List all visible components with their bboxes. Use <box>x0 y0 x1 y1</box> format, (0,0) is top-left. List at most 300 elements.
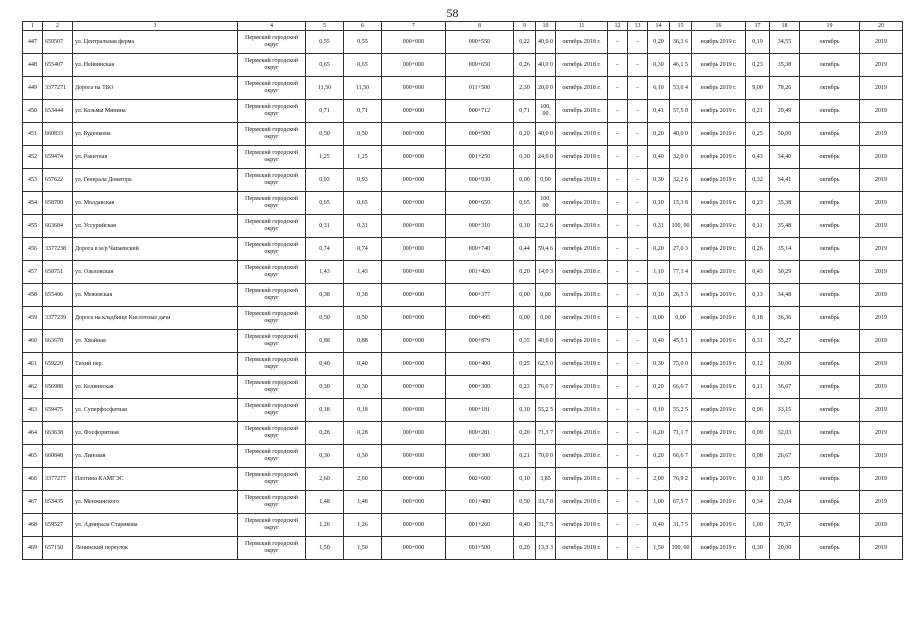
table-row <box>23 422 903 445</box>
table-cell: ноябрь 2019 г. <box>692 192 746 215</box>
table-cell: 1,43 <box>306 261 344 284</box>
table-cell: 0,20 <box>514 422 536 445</box>
table-cell: 001+426 <box>446 261 514 284</box>
table-cell: – <box>608 468 628 491</box>
table-cell: 000+000 <box>382 77 446 100</box>
table-cell: ноябрь 2019 г. <box>692 284 746 307</box>
table-cell: 35,48 <box>770 215 800 238</box>
table-cell: 31,7 5 <box>670 514 692 537</box>
table-cell: 000+400 <box>446 353 514 376</box>
table-cell: 0,31 <box>648 215 670 238</box>
table-cell: – <box>608 537 628 560</box>
table-cell: 2019 <box>860 77 903 100</box>
table-cell: 36,3 6 <box>670 31 692 54</box>
table-cell: 000+000 <box>382 537 446 560</box>
table-cell: – <box>608 307 628 330</box>
table-cell: ул. Липовая <box>73 445 238 468</box>
table-cell: 40,0 0 <box>536 54 556 77</box>
table-cell: 456 <box>23 238 43 261</box>
table-cell: ноябрь 2019 г. <box>692 215 746 238</box>
table-cell: 0,20 <box>514 537 536 560</box>
table-cell: ноябрь 2019 г. <box>692 422 746 445</box>
table-cell: Пермский городской округ <box>238 284 306 307</box>
column-header: 14 <box>648 22 670 31</box>
table-cell: 1,48 <box>344 491 382 514</box>
table-cell: ноябрь 2019 г. <box>692 238 746 261</box>
table-body <box>23 31 903 560</box>
table-row <box>23 100 903 123</box>
table-cell: 1,50 <box>344 537 382 560</box>
table-cell: 653444 <box>43 100 73 123</box>
table-cell: 53,0 4 <box>670 77 692 100</box>
table-cell: 459 <box>23 307 43 330</box>
table-cell: 0,30 <box>746 537 770 560</box>
table-cell: 2019 <box>860 399 903 422</box>
table-cell: 000+500 <box>446 123 514 146</box>
table-cell: октябрь <box>800 146 860 169</box>
table-cell: 000+000 <box>382 514 446 537</box>
table-row <box>23 261 903 284</box>
table-cell: 0,08 <box>746 445 770 468</box>
table-cell: 0,25 <box>514 353 536 376</box>
table-cell: 000+310 <box>446 215 514 238</box>
table-cell: 2019 <box>860 261 903 284</box>
table-cell: 0,20 <box>648 445 670 468</box>
table-cell: ноябрь 2019 г. <box>692 261 746 284</box>
table-cell: – <box>628 399 648 422</box>
column-header: 8 <box>446 22 514 31</box>
table-cell: октябрь 2018 г. <box>556 54 608 77</box>
table-cell: октябрь 2018 г. <box>556 77 608 100</box>
table-cell: – <box>628 307 648 330</box>
table-cell: октябрь 2018 г. <box>556 192 608 215</box>
table-cell: 458 <box>23 284 43 307</box>
table-cell: 001+480 <box>446 491 514 514</box>
table-cell: 0,65 <box>306 192 344 215</box>
table-cell: ул. Буденкома <box>73 123 238 146</box>
table-cell: Пермский городской округ <box>238 238 306 261</box>
table-cell: 000+879 <box>446 330 514 353</box>
table-cell: Пермский городской округ <box>238 468 306 491</box>
table-cell: октябрь 2018 г. <box>556 238 608 261</box>
table-cell: 32,03 <box>770 422 800 445</box>
table-cell: 0,40 <box>648 514 670 537</box>
table-cell: 659220 <box>43 353 73 376</box>
table-cell: 0,88 <box>306 330 344 353</box>
table-cell: Плотина КАМГЭС <box>73 468 238 491</box>
table-cell: 0,20 <box>648 238 670 261</box>
table-cell: – <box>608 192 628 215</box>
table-cell: октябрь <box>800 215 860 238</box>
column-header: 10 <box>536 22 556 31</box>
table-cell: ул. Центральная ферма <box>73 31 238 54</box>
table-cell: – <box>628 31 648 54</box>
table-cell: октябрь <box>800 77 860 100</box>
table-cell: ноябрь 2019 г. <box>692 330 746 353</box>
table-cell: октябрь <box>800 169 860 192</box>
table-cell: Пермский городской округ <box>238 146 306 169</box>
table-cell: 000+300 <box>446 376 514 399</box>
table-cell: 469 <box>23 537 43 560</box>
table-cell: 0,30 <box>344 445 382 468</box>
column-header: 7 <box>382 22 446 31</box>
column-header: 3 <box>73 22 238 31</box>
table-cell: октябрь 2018 г. <box>556 215 608 238</box>
table-cell: 0,00 <box>670 307 692 330</box>
table-cell: ноябрь 2019 г. <box>692 54 746 77</box>
column-header: 17 <box>746 22 770 31</box>
table-cell: 0,38 <box>306 284 344 307</box>
table-cell: ул. Фосфоритная <box>73 422 238 445</box>
table-cell: 0,19 <box>746 31 770 54</box>
table-row <box>23 445 903 468</box>
table-cell: Пермский городской округ <box>238 77 306 100</box>
table-cell: 0,10 <box>648 284 670 307</box>
table-cell: 2019 <box>860 100 903 123</box>
table-cell: 000+000 <box>382 491 446 514</box>
table-row <box>23 77 903 100</box>
table-cell: 0,71 <box>306 100 344 123</box>
table-cell: – <box>608 330 628 353</box>
table-cell: – <box>608 77 628 100</box>
table-cell: 466 <box>23 468 43 491</box>
table-cell: Пермский городской округ <box>238 307 306 330</box>
table-cell: – <box>628 468 648 491</box>
table-cell: октябрь 2018 г. <box>556 31 608 54</box>
table-cell: 460 <box>23 330 43 353</box>
table-row <box>23 330 903 353</box>
table-cell: 0,06 <box>746 399 770 422</box>
table-cell: ул. Генерала Доватора <box>73 169 238 192</box>
table-cell: 34,55 <box>770 31 800 54</box>
table-cell: Пермский городской округ <box>238 54 306 77</box>
table-cell: 0,00 <box>536 307 556 330</box>
table-cell: 59,4 6 <box>536 238 556 261</box>
table-cell: 32,2 6 <box>536 215 556 238</box>
table-cell: 0,50 <box>514 491 536 514</box>
table-cell: ул. Молдавская <box>73 192 238 215</box>
table-cell: 001+500 <box>446 537 514 560</box>
table-cell: ноябрь 2019 г. <box>692 353 746 376</box>
table-cell: 653435 <box>43 491 73 514</box>
table-cell: 655407 <box>43 54 73 77</box>
table-cell: 3377271 <box>43 77 73 100</box>
table-cell: 1,26 <box>306 514 344 537</box>
table-cell: 467 <box>23 491 43 514</box>
table-cell: ноябрь 2019 г. <box>692 445 746 468</box>
table-cell: октябрь <box>800 537 860 560</box>
table-cell: 0,21 <box>514 445 536 468</box>
table-cell: ноябрь 2019 г. <box>692 307 746 330</box>
table-cell: – <box>608 445 628 468</box>
table-cell: – <box>608 422 628 445</box>
table-cell: ул. Менжинского <box>73 491 238 514</box>
table-cell: 000+000 <box>382 31 446 54</box>
table-cell: октябрь 2018 г. <box>556 261 608 284</box>
table-cell: 000+000 <box>382 261 446 284</box>
column-header: 19 <box>800 22 860 31</box>
table-row <box>23 54 903 77</box>
table-cell: 2019 <box>860 123 903 146</box>
table-cell: ноябрь 2019 г. <box>692 123 746 146</box>
table-cell: 40,0 0 <box>670 123 692 146</box>
table-cell: 0,30 <box>306 445 344 468</box>
table-cell: Пермский городской округ <box>238 100 306 123</box>
table-cell: 0,93 <box>344 169 382 192</box>
table-cell: 0,00 <box>648 307 670 330</box>
table-cell: 6,10 <box>648 77 670 100</box>
table-cell: – <box>608 491 628 514</box>
table-cell: 454 <box>23 192 43 215</box>
table-cell: Пермский городской округ <box>238 376 306 399</box>
table-cell: 0,10 <box>514 399 536 422</box>
table-cell: – <box>628 537 648 560</box>
table-cell: 0,65 <box>306 54 344 77</box>
table-cell: 2,00 <box>648 468 670 491</box>
table-cell: октябрь <box>800 330 860 353</box>
table-cell: 35,27 <box>770 330 800 353</box>
table-cell: 32,2 6 <box>670 169 692 192</box>
table-cell: Пермский городской округ <box>238 491 306 514</box>
table-cell: 100, 00 <box>670 215 692 238</box>
table-cell: 0,71 <box>344 100 382 123</box>
table-cell: 468 <box>23 514 43 537</box>
table-cell: октябрь 2018 г. <box>556 445 608 468</box>
table-cell: 23,04 <box>770 491 800 514</box>
table-cell: 2019 <box>860 215 903 238</box>
table-cell: 14,0 3 <box>536 261 556 284</box>
table-cell: 000+000 <box>382 307 446 330</box>
table-cell: ноябрь 2019 г. <box>692 514 746 537</box>
table-cell: 002+600 <box>446 468 514 491</box>
table-cell: 3377238 <box>43 238 73 261</box>
column-header: 2 <box>43 22 73 31</box>
table-cell: 0,65 <box>344 192 382 215</box>
table-cell: 2019 <box>860 468 903 491</box>
table-cell: 659475 <box>43 399 73 422</box>
table-row <box>23 353 903 376</box>
table-cell: 0,31 <box>344 215 382 238</box>
table-cell: октябрь 2018 г. <box>556 491 608 514</box>
table-cell: ноябрь 2019 г. <box>692 491 746 514</box>
table-cell: 0,00 <box>536 284 556 307</box>
table-cell: октябрь <box>800 192 860 215</box>
table-cell: 0,50 <box>344 123 382 146</box>
table-cell: – <box>608 353 628 376</box>
table-cell: 000+650 <box>446 192 514 215</box>
table-cell: октябрь <box>800 284 860 307</box>
table-cell: 000+000 <box>382 215 446 238</box>
table-cell: – <box>628 261 648 284</box>
table-cell: 0,30 <box>648 54 670 77</box>
table-cell: 35,38 <box>770 54 800 77</box>
column-header: 4 <box>238 22 306 31</box>
table-cell: Пермский городской округ <box>238 537 306 560</box>
table-cell: 0,65 <box>344 54 382 77</box>
table-cell: 78,26 <box>770 77 800 100</box>
table-cell: 000+000 <box>382 445 446 468</box>
table-cell: 2019 <box>860 284 903 307</box>
table-cell: ул. Козьмы Минина <box>73 100 238 123</box>
table-cell: 0,20 <box>514 261 536 284</box>
table-cell: октябрь <box>800 422 860 445</box>
table-cell: октябрь 2018 г. <box>556 123 608 146</box>
table-cell: октябрь 2018 г. <box>556 284 608 307</box>
table-cell: 20,00 <box>770 537 800 560</box>
table-cell: октябрь <box>800 353 860 376</box>
table-cell: 76,9 2 <box>670 468 692 491</box>
table-cell: октябрь <box>800 445 860 468</box>
table-cell: – <box>608 399 628 422</box>
table-cell: 0,34 <box>746 491 770 514</box>
table-cell: 2019 <box>860 54 903 77</box>
table-cell: 0,40 <box>344 353 382 376</box>
table-cell: 79,37 <box>770 514 800 537</box>
table-cell: октябрь <box>800 468 860 491</box>
table-cell: 36,67 <box>770 376 800 399</box>
table-cell: ул. Нейвинская <box>73 54 238 77</box>
table-cell: 0,00 <box>514 284 536 307</box>
table-cell: 2,30 <box>514 77 536 100</box>
table-row <box>23 468 903 491</box>
table-row <box>23 123 903 146</box>
table-cell: ул. Адмирала Старикова <box>73 514 238 537</box>
table-cell: Пермский городской округ <box>238 353 306 376</box>
table-cell: 33,7 8 <box>536 491 556 514</box>
table-cell: 40,0 0 <box>536 123 556 146</box>
table-cell: 0,32 <box>746 169 770 192</box>
table-cell: 40,0 0 <box>536 31 556 54</box>
table-cell: октябрь 2018 г. <box>556 146 608 169</box>
table-cell: 660848 <box>43 445 73 468</box>
table-cell: 3,85 <box>770 468 800 491</box>
table-cell: 1,43 <box>344 261 382 284</box>
table-row <box>23 238 903 261</box>
table-cell: 001+260 <box>446 514 514 537</box>
table-cell: – <box>608 146 628 169</box>
table-row <box>23 192 903 215</box>
table-cell: 0,50 <box>306 307 344 330</box>
table-cell: 0,31 <box>746 330 770 353</box>
table-row <box>23 514 903 537</box>
table-cell: Пермский городской округ <box>238 192 306 215</box>
table-cell: 0,18 <box>306 399 344 422</box>
table-cell: 0,18 <box>344 399 382 422</box>
table-cell: 0,38 <box>344 284 382 307</box>
column-header: 18 <box>770 22 800 31</box>
table-cell: 34,40 <box>770 146 800 169</box>
table-cell: 71,3 7 <box>536 422 556 445</box>
table-cell: ул. Хвойная <box>73 330 238 353</box>
table-cell: 57,5 8 <box>670 100 692 123</box>
table-cell: 2019 <box>860 376 903 399</box>
table-cell: Дорога на кладбище Кислотные дачи <box>73 307 238 330</box>
table-cell: 000+495 <box>446 307 514 330</box>
table-cell: – <box>628 54 648 77</box>
table-cell: 000+000 <box>382 123 446 146</box>
table-cell: ноябрь 2019 г. <box>692 169 746 192</box>
table-cell: 1,48 <box>306 491 344 514</box>
table-cell: – <box>628 422 648 445</box>
table-cell: Пермский городской округ <box>238 514 306 537</box>
table-cell: 0,13 <box>746 284 770 307</box>
table-cell: – <box>628 238 648 261</box>
table-cell: 0,31 <box>306 215 344 238</box>
table-cell: Пермский городской округ <box>238 123 306 146</box>
table-cell: 26,67 <box>770 445 800 468</box>
table-cell: 660833 <box>43 123 73 146</box>
table-cell: 1,10 <box>648 261 670 284</box>
table-cell: 0,88 <box>344 330 382 353</box>
table-cell: 0,71 <box>514 100 536 123</box>
table-cell: 2019 <box>860 192 903 215</box>
table-cell: 0,30 <box>514 146 536 169</box>
table-cell: ноябрь 2019 г. <box>692 468 746 491</box>
table-cell: 24,0 0 <box>536 146 556 169</box>
table-cell: 449 <box>23 77 43 100</box>
table-row <box>23 307 903 330</box>
table-cell: ул. Суперфосфатная <box>73 399 238 422</box>
table-cell: 2019 <box>860 169 903 192</box>
page-number: 58 <box>446 6 459 20</box>
table-cell: 1,00 <box>746 514 770 537</box>
table-cell: 0,40 <box>648 146 670 169</box>
table-cell: 45,5 1 <box>670 330 692 353</box>
table-cell: 0,40 <box>514 514 536 537</box>
table-cell: 0,10 <box>746 468 770 491</box>
table-cell: – <box>608 123 628 146</box>
table-cell: 2019 <box>860 537 903 560</box>
table-cell: 000+650 <box>446 54 514 77</box>
table-cell: 657622 <box>43 169 73 192</box>
table-cell: 658700 <box>43 192 73 215</box>
table-cell: Пермский городской округ <box>238 31 306 54</box>
table-cell: 2,60 <box>344 468 382 491</box>
table-cell: 0,28 <box>306 422 344 445</box>
table-cell: Пермский городской округ <box>238 445 306 468</box>
table-cell: ноябрь 2019 г. <box>692 146 746 169</box>
table-cell: 66,6 7 <box>670 445 692 468</box>
table-cell: 0,74 <box>306 238 344 261</box>
table-cell: 000+000 <box>382 330 446 353</box>
table-cell: 000+000 <box>382 376 446 399</box>
table-cell: 2019 <box>860 491 903 514</box>
table-cell: 0,30 <box>648 169 670 192</box>
table-cell: – <box>628 353 648 376</box>
table-cell: 1,50 <box>648 537 670 560</box>
table-cell: 13,3 3 <box>536 537 556 560</box>
table-cell: – <box>608 376 628 399</box>
table-cell: 000+181 <box>446 399 514 422</box>
table-cell: – <box>628 169 648 192</box>
table-cell: 0,00 <box>514 307 536 330</box>
table-cell: октябрь <box>800 54 860 77</box>
table-cell: 3377277 <box>43 468 73 491</box>
table-cell: 100, 00 <box>670 537 692 560</box>
table-cell: 656988 <box>43 376 73 399</box>
table-cell: 0,20 <box>648 422 670 445</box>
table-cell: 26,5 3 <box>670 284 692 307</box>
table-cell: 2019 <box>860 330 903 353</box>
table-cell: 0,09 <box>746 422 770 445</box>
table-cell: ул. Ракитная <box>73 146 238 169</box>
table-cell: 0,40 <box>306 353 344 376</box>
table-cell: – <box>608 169 628 192</box>
table-cell: ноябрь 2019 г. <box>692 376 746 399</box>
table-cell: 32,0 0 <box>670 146 692 169</box>
table-cell: октябрь 2018 г. <box>556 468 608 491</box>
table-cell: 2019 <box>860 353 903 376</box>
